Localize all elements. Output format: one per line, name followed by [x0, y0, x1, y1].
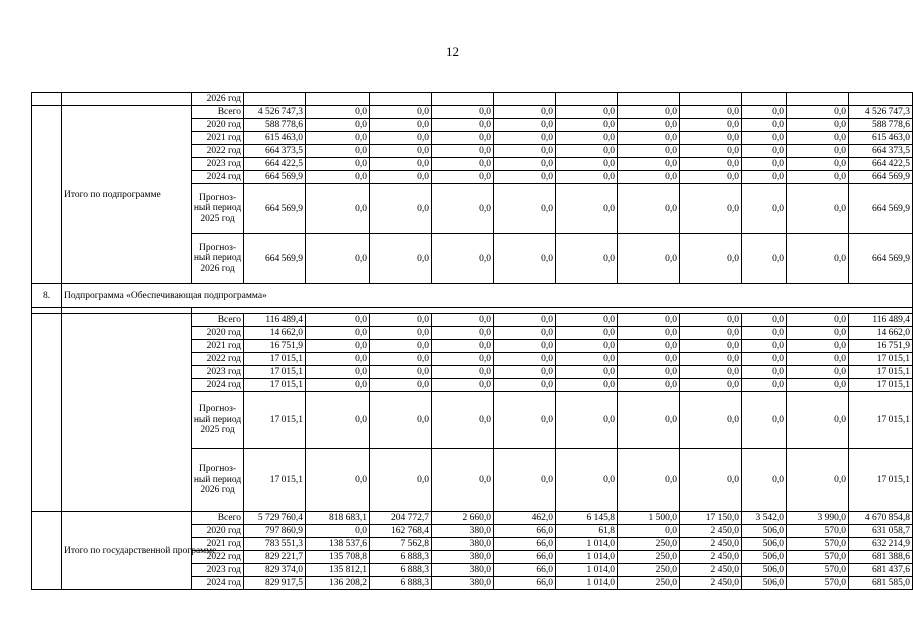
- value-cell: 0,0: [306, 234, 370, 284]
- value-cell: [680, 93, 742, 106]
- value-cell: 664 569,9: [244, 171, 306, 184]
- value-cell: 0,0: [742, 158, 787, 171]
- value-cell: 0,0: [306, 379, 370, 392]
- value-cell: 506,0: [742, 577, 787, 590]
- value-cell: 0,0: [432, 353, 494, 366]
- value-cell: 0,0: [787, 234, 849, 284]
- year-cell: 2023 год: [192, 366, 244, 379]
- value-cell: 570,0: [787, 564, 849, 577]
- year-cell: 2024 год: [192, 577, 244, 590]
- value-cell: 664 569,9: [244, 234, 306, 284]
- value-cell: 16 751,9: [244, 340, 306, 353]
- value-cell: 4 670 854,8: [849, 512, 913, 525]
- value-cell: 380,0: [432, 577, 494, 590]
- value-cell: 681 585,0: [849, 577, 913, 590]
- value-cell: 615 463,0: [244, 132, 306, 145]
- value-cell: 664 569,9: [849, 184, 913, 234]
- year-cell: Всего: [192, 314, 244, 327]
- value-cell: 818 683,1: [306, 512, 370, 525]
- value-cell: 0,0: [742, 145, 787, 158]
- value-cell: 1 500,0: [618, 512, 680, 525]
- value-cell: 0,0: [494, 314, 556, 327]
- value-cell: 0,0: [556, 327, 618, 340]
- value-cell: [370, 93, 432, 106]
- value-cell: 783 551,3: [244, 538, 306, 551]
- value-cell: 0,0: [618, 184, 680, 234]
- table-body: [32, 93, 913, 590]
- value-cell: 0,0: [432, 327, 494, 340]
- value-cell: 0,0: [494, 340, 556, 353]
- value-cell: 0,0: [494, 449, 556, 512]
- value-cell: 0,0: [370, 132, 432, 145]
- value-cell: 631 058,7: [849, 525, 913, 538]
- value-cell: 0,0: [742, 184, 787, 234]
- value-cell: 506,0: [742, 564, 787, 577]
- value-cell: 0,0: [494, 234, 556, 284]
- value-cell: 681 437,6: [849, 564, 913, 577]
- value-cell: 0,0: [556, 119, 618, 132]
- year-cell: 2022 год: [192, 551, 244, 564]
- value-cell: 0,0: [556, 379, 618, 392]
- value-cell: 0,0: [742, 340, 787, 353]
- value-cell: 570,0: [787, 538, 849, 551]
- value-cell: 0,0: [494, 327, 556, 340]
- table-row: [32, 314, 913, 327]
- value-cell: 380,0: [432, 538, 494, 551]
- value-cell: 0,0: [370, 340, 432, 353]
- value-cell: 0,0: [787, 379, 849, 392]
- value-cell: 0,0: [370, 184, 432, 234]
- value-cell: 0,0: [556, 145, 618, 158]
- value-cell: 0,0: [494, 158, 556, 171]
- value-cell: 0,0: [618, 340, 680, 353]
- value-cell: 0,0: [306, 314, 370, 327]
- value-cell: 17 150,0: [680, 512, 742, 525]
- value-cell: 664 569,9: [244, 184, 306, 234]
- year-cell: Всего: [192, 106, 244, 119]
- value-cell: 0,0: [787, 353, 849, 366]
- value-cell: 0,0: [432, 119, 494, 132]
- value-cell: 0,0: [494, 145, 556, 158]
- value-cell: 829 917,5: [244, 577, 306, 590]
- value-cell: 0,0: [787, 327, 849, 340]
- value-cell: 664 422,5: [849, 158, 913, 171]
- value-cell: 17 015,1: [849, 353, 913, 366]
- value-cell: 6 888,3: [370, 577, 432, 590]
- value-cell: 0,0: [787, 314, 849, 327]
- value-cell: 588 778,6: [849, 119, 913, 132]
- value-cell: 5 729 760,4: [244, 512, 306, 525]
- section-row: [32, 284, 913, 308]
- value-cell: 0,0: [556, 314, 618, 327]
- value-cell: 250,0: [618, 551, 680, 564]
- value-cell: 0,0: [680, 366, 742, 379]
- budget-table: [31, 92, 913, 590]
- value-cell: 0,0: [742, 106, 787, 119]
- value-cell: 17 015,1: [244, 449, 306, 512]
- value-cell: 138 537,6: [306, 538, 370, 551]
- value-cell: 7 562,8: [370, 538, 432, 551]
- value-cell: 829 374,0: [244, 564, 306, 577]
- value-cell: 0,0: [742, 327, 787, 340]
- value-cell: 0,0: [742, 171, 787, 184]
- value-cell: 14 662,0: [244, 327, 306, 340]
- value-cell: 380,0: [432, 525, 494, 538]
- value-cell: 0,0: [680, 353, 742, 366]
- value-cell: 0,0: [306, 340, 370, 353]
- value-cell: 588 778,6: [244, 119, 306, 132]
- value-cell: 136 208,2: [306, 577, 370, 590]
- value-cell: 0,0: [680, 184, 742, 234]
- value-cell: 0,0: [306, 119, 370, 132]
- value-cell: 0,0: [787, 392, 849, 449]
- value-cell: 0,0: [494, 132, 556, 145]
- value-cell: 0,0: [370, 234, 432, 284]
- value-cell: 0,0: [742, 449, 787, 512]
- value-cell: 570,0: [787, 577, 849, 590]
- value-cell: 506,0: [742, 538, 787, 551]
- value-cell: 1 014,0: [556, 538, 618, 551]
- value-cell: 17 015,1: [244, 392, 306, 449]
- value-cell: 570,0: [787, 525, 849, 538]
- value-cell: 2 450,0: [680, 564, 742, 577]
- value-cell: 0,0: [742, 353, 787, 366]
- value-cell: 0,0: [370, 158, 432, 171]
- year-cell: 2021 год: [192, 340, 244, 353]
- value-cell: [849, 93, 913, 106]
- value-cell: 0,0: [306, 145, 370, 158]
- value-cell: 204 772,7: [370, 512, 432, 525]
- value-cell: 0,0: [680, 314, 742, 327]
- year-cell: Всего: [192, 512, 244, 525]
- value-cell: 0,0: [680, 132, 742, 145]
- value-cell: 0,0: [618, 119, 680, 132]
- value-cell: 17 015,1: [244, 353, 306, 366]
- value-cell: 0,0: [556, 171, 618, 184]
- value-cell: 0,0: [306, 392, 370, 449]
- value-cell: 0,0: [680, 119, 742, 132]
- label-cell: [62, 93, 192, 106]
- value-cell: 0,0: [556, 234, 618, 284]
- year-cell: 2020 год: [192, 119, 244, 132]
- value-cell: [244, 93, 306, 106]
- value-cell: 0,0: [370, 119, 432, 132]
- value-cell: 0,0: [618, 353, 680, 366]
- value-cell: 0,0: [494, 106, 556, 119]
- value-cell: 0,0: [432, 449, 494, 512]
- page-number: 12: [446, 44, 459, 59]
- value-cell: 0,0: [556, 366, 618, 379]
- value-cell: 0,0: [618, 366, 680, 379]
- value-cell: 0,0: [432, 145, 494, 158]
- value-cell: 162 768,4: [370, 525, 432, 538]
- value-cell: 3 542,0: [742, 512, 787, 525]
- value-cell: 135 812,1: [306, 564, 370, 577]
- year-cell: 2024 год: [192, 171, 244, 184]
- value-cell: 0,0: [787, 145, 849, 158]
- value-cell: 0,0: [787, 340, 849, 353]
- value-cell: 0,0: [432, 171, 494, 184]
- value-cell: 0,0: [742, 379, 787, 392]
- value-cell: 0,0: [680, 106, 742, 119]
- value-cell: 0,0: [787, 171, 849, 184]
- value-cell: 17 015,1: [849, 392, 913, 449]
- index-cell: [32, 93, 62, 106]
- value-cell: 0,0: [306, 184, 370, 234]
- year-cell: 2021 год: [192, 538, 244, 551]
- value-cell: 0,0: [370, 353, 432, 366]
- value-cell: 17 015,1: [849, 449, 913, 512]
- value-cell: 250,0: [618, 577, 680, 590]
- value-cell: 0,0: [306, 327, 370, 340]
- value-cell: 0,0: [787, 132, 849, 145]
- value-cell: 17 015,1: [244, 379, 306, 392]
- value-cell: 1 014,0: [556, 551, 618, 564]
- value-cell: 6 888,3: [370, 551, 432, 564]
- value-cell: 0,0: [556, 132, 618, 145]
- value-cell: 0,0: [432, 366, 494, 379]
- value-cell: 135 708,8: [306, 551, 370, 564]
- value-cell: 0,0: [370, 171, 432, 184]
- year-cell: 2020 год: [192, 327, 244, 340]
- value-cell: 14 662,0: [849, 327, 913, 340]
- table-row: [32, 93, 913, 106]
- value-cell: 66,0: [494, 525, 556, 538]
- year-cell: Прогноз-ный период 2025 год: [192, 392, 244, 449]
- value-cell: 6 888,3: [370, 564, 432, 577]
- value-cell: 66,0: [494, 577, 556, 590]
- value-cell: 0,0: [742, 314, 787, 327]
- value-cell: [432, 93, 494, 106]
- value-cell: 506,0: [742, 551, 787, 564]
- value-cell: 0,0: [306, 158, 370, 171]
- value-cell: 0,0: [556, 449, 618, 512]
- value-cell: 0,0: [787, 184, 849, 234]
- value-cell: 0,0: [432, 132, 494, 145]
- value-cell: 116 489,4: [849, 314, 913, 327]
- value-cell: 0,0: [742, 366, 787, 379]
- value-cell: 0,0: [556, 158, 618, 171]
- value-cell: 0,0: [618, 171, 680, 184]
- value-cell: 0,0: [306, 132, 370, 145]
- value-cell: 0,0: [556, 106, 618, 119]
- value-cell: 0,0: [556, 340, 618, 353]
- year-cell: 2026 год: [192, 93, 244, 106]
- value-cell: 66,0: [494, 538, 556, 551]
- value-cell: 681 388,6: [849, 551, 913, 564]
- value-cell: 2 450,0: [680, 525, 742, 538]
- value-cell: 0,0: [370, 449, 432, 512]
- year-cell: 2023 год: [192, 158, 244, 171]
- value-cell: 116 489,4: [244, 314, 306, 327]
- value-cell: 1 014,0: [556, 564, 618, 577]
- value-cell: 0,0: [556, 184, 618, 234]
- value-cell: 0,0: [680, 234, 742, 284]
- value-cell: 250,0: [618, 538, 680, 551]
- year-cell: 2023 год: [192, 564, 244, 577]
- value-cell: 664 569,9: [849, 234, 913, 284]
- value-cell: 0,0: [618, 525, 680, 538]
- value-cell: 0,0: [680, 379, 742, 392]
- value-cell: 380,0: [432, 564, 494, 577]
- year-cell: 2020 год: [192, 525, 244, 538]
- value-cell: 66,0: [494, 564, 556, 577]
- value-cell: 17 015,1: [849, 379, 913, 392]
- value-cell: 3 990,0: [787, 512, 849, 525]
- row-label: Итого по подпрограмме: [62, 106, 192, 284]
- value-cell: 2 450,0: [680, 538, 742, 551]
- value-cell: 664 373,5: [849, 145, 913, 158]
- value-cell: 380,0: [432, 551, 494, 564]
- value-cell: 0,0: [618, 106, 680, 119]
- value-cell: 0,0: [680, 145, 742, 158]
- value-cell: 250,0: [618, 564, 680, 577]
- value-cell: 506,0: [742, 525, 787, 538]
- section-title: Подпрограмма «Обеспечивающая подпрограмма»: [62, 284, 913, 308]
- value-cell: 0,0: [556, 392, 618, 449]
- index-cell: [32, 512, 62, 590]
- value-cell: 0,0: [787, 119, 849, 132]
- value-cell: 664 569,9: [849, 171, 913, 184]
- value-cell: 66,0: [494, 551, 556, 564]
- value-cell: 0,0: [618, 158, 680, 171]
- value-cell: [556, 93, 618, 106]
- value-cell: 462,0: [494, 512, 556, 525]
- value-cell: 0,0: [680, 449, 742, 512]
- value-cell: 0,0: [494, 119, 556, 132]
- value-cell: 0,0: [494, 353, 556, 366]
- value-cell: 0,0: [680, 158, 742, 171]
- value-cell: 0,0: [680, 392, 742, 449]
- value-cell: 664 422,5: [244, 158, 306, 171]
- table-row: [32, 512, 913, 525]
- value-cell: 0,0: [787, 449, 849, 512]
- value-cell: 2 450,0: [680, 551, 742, 564]
- value-cell: 0,0: [742, 132, 787, 145]
- value-cell: 0,0: [432, 106, 494, 119]
- value-cell: 0,0: [306, 171, 370, 184]
- value-cell: 0,0: [618, 132, 680, 145]
- year-cell: 2022 год: [192, 145, 244, 158]
- value-cell: 0,0: [494, 171, 556, 184]
- value-cell: 0,0: [432, 158, 494, 171]
- value-cell: [494, 93, 556, 106]
- value-cell: 0,0: [618, 392, 680, 449]
- value-cell: 0,0: [432, 379, 494, 392]
- value-cell: 0,0: [306, 106, 370, 119]
- value-cell: 0,0: [494, 184, 556, 234]
- value-cell: 0,0: [494, 392, 556, 449]
- year-cell: Прогноз-ный период 2026 год: [192, 449, 244, 512]
- year-cell: Прогноз-ный период 2026 год: [192, 234, 244, 284]
- index-cell: [32, 314, 62, 512]
- value-cell: 0,0: [680, 171, 742, 184]
- value-cell: 0,0: [618, 327, 680, 340]
- value-cell: [787, 93, 849, 106]
- value-cell: [742, 93, 787, 106]
- value-cell: 2 450,0: [680, 577, 742, 590]
- value-cell: 797 860,9: [244, 525, 306, 538]
- value-cell: 829 221,7: [244, 551, 306, 564]
- value-cell: 0,0: [306, 353, 370, 366]
- index-cell: [32, 106, 62, 284]
- value-cell: 0,0: [787, 366, 849, 379]
- value-cell: 0,0: [370, 145, 432, 158]
- value-cell: 0,0: [787, 158, 849, 171]
- value-cell: 0,0: [306, 525, 370, 538]
- value-cell: 0,0: [370, 106, 432, 119]
- value-cell: 0,0: [494, 366, 556, 379]
- row-label: [62, 314, 192, 512]
- value-cell: 2 660,0: [432, 512, 494, 525]
- value-cell: 0,0: [432, 392, 494, 449]
- value-cell: 615 463,0: [849, 132, 913, 145]
- year-cell: 2021 год: [192, 132, 244, 145]
- value-cell: 0,0: [680, 327, 742, 340]
- value-cell: 0,0: [680, 340, 742, 353]
- year-cell: 2024 год: [192, 379, 244, 392]
- table-row: [32, 106, 913, 119]
- value-cell: 0,0: [494, 379, 556, 392]
- value-cell: 4 526 747,3: [849, 106, 913, 119]
- value-cell: 4 526 747,3: [244, 106, 306, 119]
- value-cell: 0,0: [370, 314, 432, 327]
- value-cell: 17 015,1: [849, 366, 913, 379]
- value-cell: 1 014,0: [556, 577, 618, 590]
- value-cell: 0,0: [618, 314, 680, 327]
- value-cell: 0,0: [370, 366, 432, 379]
- value-cell: 0,0: [742, 234, 787, 284]
- value-cell: 0,0: [432, 184, 494, 234]
- value-cell: 0,0: [618, 449, 680, 512]
- value-cell: 0,0: [556, 353, 618, 366]
- value-cell: 0,0: [432, 234, 494, 284]
- value-cell: 0,0: [370, 379, 432, 392]
- value-cell: 0,0: [787, 106, 849, 119]
- value-cell: 0,0: [432, 314, 494, 327]
- value-cell: 6 145,8: [556, 512, 618, 525]
- value-cell: 0,0: [618, 145, 680, 158]
- value-cell: 0,0: [306, 366, 370, 379]
- year-cell: 2022 год: [192, 353, 244, 366]
- section-index: 8.: [32, 284, 62, 308]
- value-cell: 0,0: [370, 327, 432, 340]
- value-cell: 0,0: [742, 392, 787, 449]
- value-cell: 17 015,1: [244, 366, 306, 379]
- value-cell: 0,0: [370, 392, 432, 449]
- value-cell: [618, 93, 680, 106]
- value-cell: 0,0: [618, 379, 680, 392]
- value-cell: 632 214,9: [849, 538, 913, 551]
- value-cell: 664 373,5: [244, 145, 306, 158]
- value-cell: 0,0: [618, 234, 680, 284]
- value-cell: 0,0: [306, 449, 370, 512]
- value-cell: 0,0: [742, 119, 787, 132]
- value-cell: 0,0: [432, 340, 494, 353]
- row-label: Итого по государственной программе: [62, 512, 192, 590]
- value-cell: 16 751,9: [849, 340, 913, 353]
- value-cell: [306, 93, 370, 106]
- year-cell: Прогноз-ный период 2025 год: [192, 184, 244, 234]
- value-cell: 570,0: [787, 551, 849, 564]
- value-cell: 61,8: [556, 525, 618, 538]
